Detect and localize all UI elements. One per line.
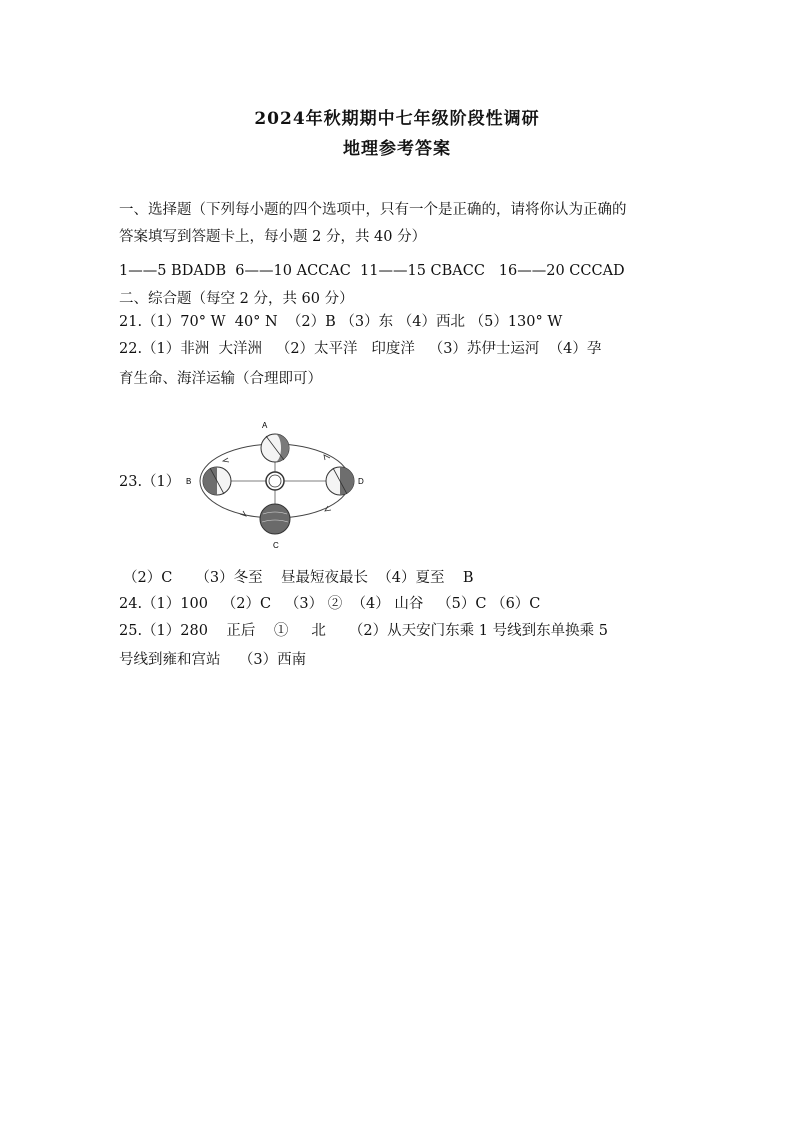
q21-answer: 21.（1）70° W 40° N （2）B （3）东 （4）西北 （5）130° W [119, 314, 563, 330]
q23-label: 23.（1） [119, 474, 181, 490]
label-b: B [186, 477, 192, 486]
section2-heading: 二、综合题（每空 2 分，共 60 分） [119, 291, 354, 307]
earth-b-icon [203, 467, 231, 495]
q22-answer-cont: 育生命、海洋运输（合理即可） [119, 371, 322, 387]
q24-answer: 24.（1）100 （2）C （3） ② （4） 山谷 （5）C （6）C [119, 596, 541, 612]
q23-answer: （2）C （3）冬至 昼最短夜最长 （4）夏至 B [123, 570, 474, 586]
earth-d-icon [326, 467, 354, 495]
section1-heading-cont: 答案填写到答题卡上，每小题 2 分，共 40 分） [119, 229, 427, 245]
earth-a-icon [261, 434, 289, 462]
label-c: C [273, 541, 279, 550]
section1-heading: 一、选择题（下列每小题的四个选项中，只有一个是正确的，请将你认为正确的 [119, 202, 627, 218]
orbit-arrow-icon [240, 511, 246, 516]
earth-c-icon [260, 504, 290, 534]
q25-answer: 25.（1）280 正后 ① 北 （2）从天安门东乘 1 号线到东单换乘 5 [119, 623, 608, 639]
page-title: 2024年秋期期中七年级阶段性调研 [254, 109, 540, 129]
earth-orbit-diagram [180, 418, 370, 558]
choice-answers: 1——5 BDADB 6——10 ACCAC 11——15 CBACC 16——20 CCCAD [119, 263, 625, 279]
orbit-arrow-icon [223, 458, 229, 462]
page-subtitle: 地理参考答案 [343, 139, 451, 159]
q25-answer-cont: 号线到雍和宫站 （3）西南 [119, 652, 307, 668]
q22-answer: 22.（1）非洲 大洋洲 （2）太平洋 印度洋 （3）苏伊士运河 （4）孕 [119, 341, 602, 357]
label-d: D [358, 477, 364, 486]
label-a: A [262, 421, 268, 430]
